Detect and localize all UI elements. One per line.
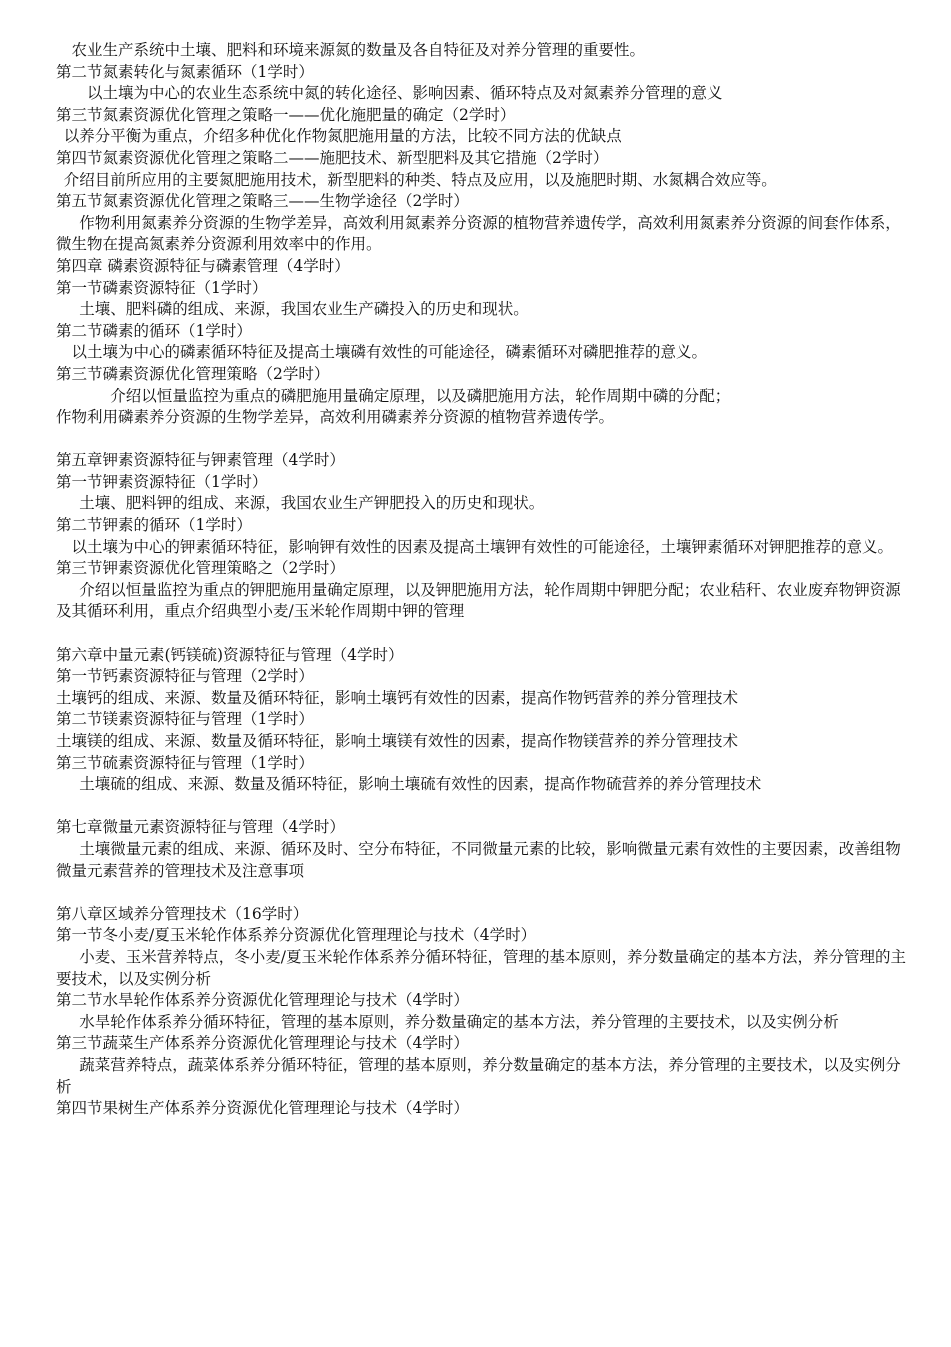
paragraph: 土壤微量元素的组成、来源、循环及时、空分布特征，不同微量元素的比较，影响微量元素有效性的主要因素，改善组物微量元素营养的管理技术及注意事项 xyxy=(56,839,901,880)
chapter-heading: 第六章中量元素(钙镁硫)资源特征与管理（4学时） xyxy=(56,645,404,664)
paragraph: 土壤、肥料钾的组成、来源，我国农业生产钾肥投入的历史和现状。 xyxy=(79,494,545,513)
paragraph: 介绍以恒量监控为重点的磷肥施用量确定原理，以及磷肥施用方法，轮作周期中磷的分配； xyxy=(110,386,731,405)
section-heading: 第四节果树生产体系养分资源优化管理理论与技术（4学时） xyxy=(56,1099,469,1118)
section-heading: 第三节蔬菜生产体系养分资源优化管理理论与技术（4学时） xyxy=(56,1034,469,1053)
paragraph: 土壤、肥料磷的组成、来源，我国农业生产磷投入的历史和现状。 xyxy=(79,300,529,319)
section-heading: 第一节冬小麦/夏玉米轮作体系养分资源优化管理理论与技术（4学时） xyxy=(56,926,537,945)
document-page xyxy=(56,40,906,1120)
paragraph: 介绍目前所应用的主要氮肥施用技术，新型肥料的种类、特点及应用，以及施肥时期、水氮耦合效应等。 xyxy=(63,170,777,189)
chapter-heading: 第七章微量元素资源特征与管理（4学时） xyxy=(56,818,345,837)
section-heading: 第一节磷素资源特征（1学时） xyxy=(56,278,268,297)
paragraph: 土壤镁的组成、来源、数量及循环特征，影响土壤镁有效性的因素，提高作物镁营养的养分管理技术 xyxy=(56,732,739,750)
paragraph: 水旱轮作体系养分循环特征，管理的基本原则，养分数量确定的基本方法，养分管理的主要技术，以及实例分析 xyxy=(79,1012,839,1031)
paragraph: 作物利用磷素养分资源的生物学差异，高效利用磷素养分资源的植物营养遗传学。 xyxy=(56,408,615,427)
paragraph: 农业生产系统中土壤、肥料和环境来源氮的数量及各自特征及对养分管理的重要性。 xyxy=(71,41,646,59)
blank-line xyxy=(56,623,906,645)
section-heading: 第三节磷素资源优化管理策略（2学时） xyxy=(56,364,330,383)
section-heading: 第五节氮素资源优化管理之策略三——生物学途径（2学时） xyxy=(56,192,469,211)
blank-line xyxy=(56,429,906,451)
section-heading: 第二节镁素资源特征与管理（1学时） xyxy=(56,710,314,729)
paragraph: 土壤硫的组成、来源、数量及循环特征，影响土壤硫有效性的因素，提高作物硫营养的养分管理技术 xyxy=(79,775,762,794)
section-heading: 第三节钾素资源优化管理策略之（2学时） xyxy=(56,559,345,578)
paragraph: 以土壤为中心的磷素循环特征及提高土壤磷有效性的可能途径，磷素循环对磷肥推荐的意义。 xyxy=(71,343,708,362)
paragraph: 以土壤为中心的农业生态系统中氮的转化途径、影响因素、循环特点及对氮素养分管理的意义 xyxy=(87,84,723,103)
paragraph: 介绍以恒量监控为重点的钾肥施用量确定原理，以及钾肥施用方法，轮作周期中钾肥分配；农业秸秆、农业废弃物钾资源及其循环利用，重点介绍典型小麦/玉米轮作周期中钾的管理 xyxy=(56,580,901,621)
paragraph: 作物利用氮素养分资源的生物学差异，高效利用氮素养分资源的植物营养遗传学，高效利用氮素养分资源的间套作体系，微生物在提高氮素养分资源利用效率中的作用。 xyxy=(56,213,901,254)
section-heading: 第三节硫素资源特征与管理（1学时） xyxy=(56,753,314,772)
blank-line xyxy=(56,882,906,904)
blank-line xyxy=(56,796,906,818)
paragraph: 以养分平衡为重点，介绍多种优化作物氮肥施用量的方法，比较不同方法的优缺点 xyxy=(63,127,622,146)
section-heading: 第二节水旱轮作体系养分资源优化管理理论与技术（4学时） xyxy=(56,991,469,1010)
section-heading: 第三节氮素资源优化管理之策略一——优化施肥量的确定（2学时） xyxy=(56,105,516,124)
section-heading: 第二节磷素的循环（1学时） xyxy=(56,321,252,340)
section-heading: 第一节钾素资源特征（1学时） xyxy=(56,472,268,491)
chapter-heading: 第八章区域养分管理技术（16学时） xyxy=(56,904,309,923)
section-heading: 第一节钙素资源特征与管理（2学时） xyxy=(56,667,314,686)
paragraph: 蔬菜营养特点，蔬菜体系养分循环特征，管理的基本原则，养分数量确定的基本方法，养分管理的主要技术，以及实例分析 xyxy=(56,1055,901,1096)
paragraph: 小麦、玉米营养特点，冬小麦/夏玉米轮作体系养分循环特征，管理的基本原则，养分数量确定的基本方法，养分管理的主要技术，以及实例分析 xyxy=(56,947,906,988)
chapter-heading: 第四章 磷素资源特征与磷素管理（4学时） xyxy=(56,256,350,275)
section-heading: 第二节钾素的循环（1学时） xyxy=(56,516,252,535)
section-heading: 第四节氮素资源优化管理之策略二——施肥技术、新型肥料及其它措施（2学时） xyxy=(56,148,609,167)
paragraph: 土壤钙的组成、来源、数量及循环特征，影响土壤钙有效性的因素，提高作物钙营养的养分管理技术 xyxy=(56,688,739,707)
section-heading: 第二节氮素转化与氮素循环（1学时） xyxy=(56,62,314,81)
paragraph: 以土壤为中心的钾素循环特征，影响钾有效性的因素及提高土壤钾有效性的可能途径，土壤钾素循环对钾肥推荐的意义。 xyxy=(71,537,894,556)
chapter-heading: 第五章钾素资源特征与钾素管理（4学时） xyxy=(56,451,345,470)
